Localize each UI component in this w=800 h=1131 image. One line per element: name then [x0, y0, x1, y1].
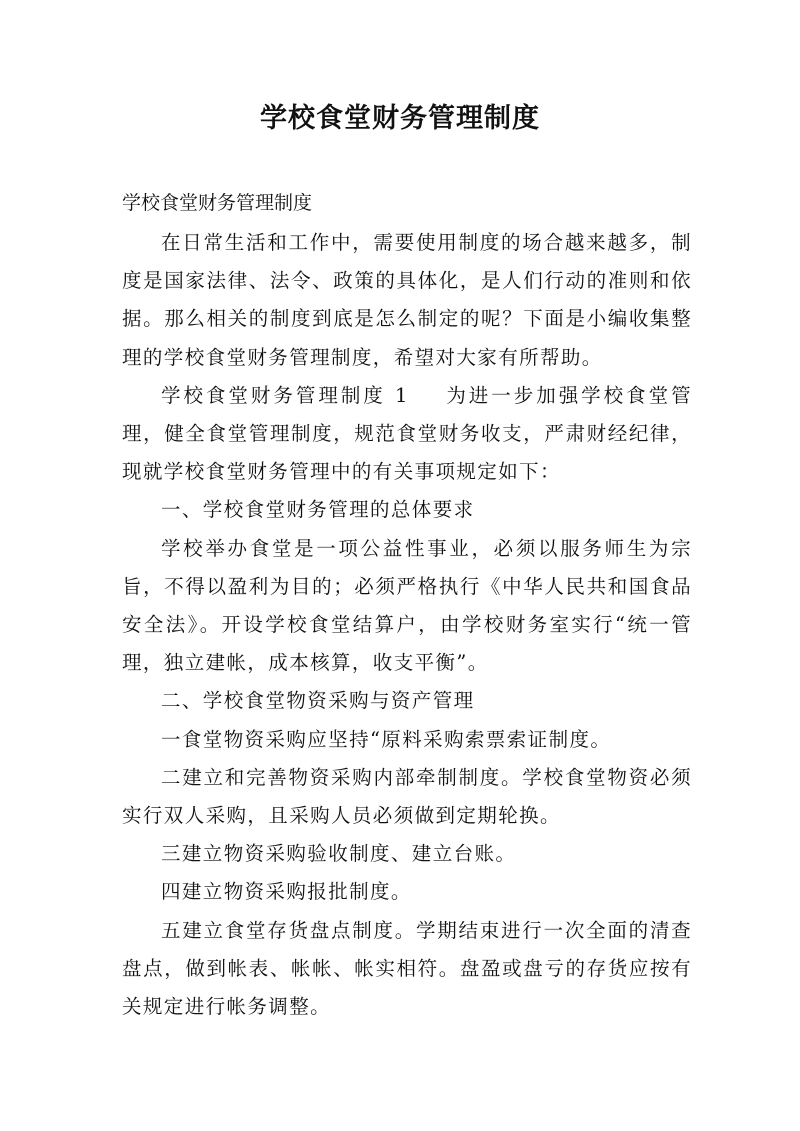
section-1-paragraph: [122, 377, 692, 492]
general-requirements-paragraph: 学校举办食堂是一项公益性事业，必须以服务师生为宗旨，不得以盈利为目的；必须严格执行《中华人民共和国食品安全法》。开设学校食堂结算户，由学校财务室实行“统一管理，独立建帐，成本核算，收支平衡”。: [122, 536, 692, 675]
procurement-item-4: 四建立物资采购报批制度。: [161, 880, 412, 904]
heading-procurement: 二、学校食堂物资采购与资产管理: [161, 689, 475, 713]
document-title: 学校食堂财务管理制度: [260, 103, 540, 134]
procurement-item-2: 二建立和完善物资采购内部牵制制度。学校食堂物资必须实行双人采购，且采购人员必须做到定期轮换。: [122, 765, 692, 828]
procurement-item-3: 三建立物资采购验收制度、建立台账。: [161, 842, 517, 866]
intro-paragraph: 在日常生活和工作中，需要使用制度的场合越来越多，制度是国家法律、法令、政策的具体化，是人们行动的准则和依据。那么相关的制度到底是怎么制定的呢？下面是小编收集整理的学校食堂财务管理制度，希望对大家有所帮助。: [122, 231, 692, 369]
procurement-item-1: 一食堂物资采购应坚持“原料采购索票索证制度。: [161, 727, 612, 751]
heading-general-requirements: 一、学校食堂财务管理的总体要求: [161, 498, 475, 522]
document-body: [122, 224, 692, 1026]
document-subtitle: 学校食堂财务管理制度: [122, 192, 313, 214]
section-1-text: 为进一步加强学校食堂管理，健全食堂管理制度，规范食堂财务收支，严肃财经纪律，现就学校食堂财务管理中的有关事项规定如下：: [122, 383, 692, 484]
section-1-heading: 学校食堂财务管理制度 1: [161, 383, 409, 407]
procurement-item-5: 五建立食堂存货盘点制度。学期结束进行一次全面的清查盘点，做到帐表、帐帐、帐实相符。盘盈或盘亏的存货应按有关规定进行帐务调整。: [122, 918, 692, 1019]
